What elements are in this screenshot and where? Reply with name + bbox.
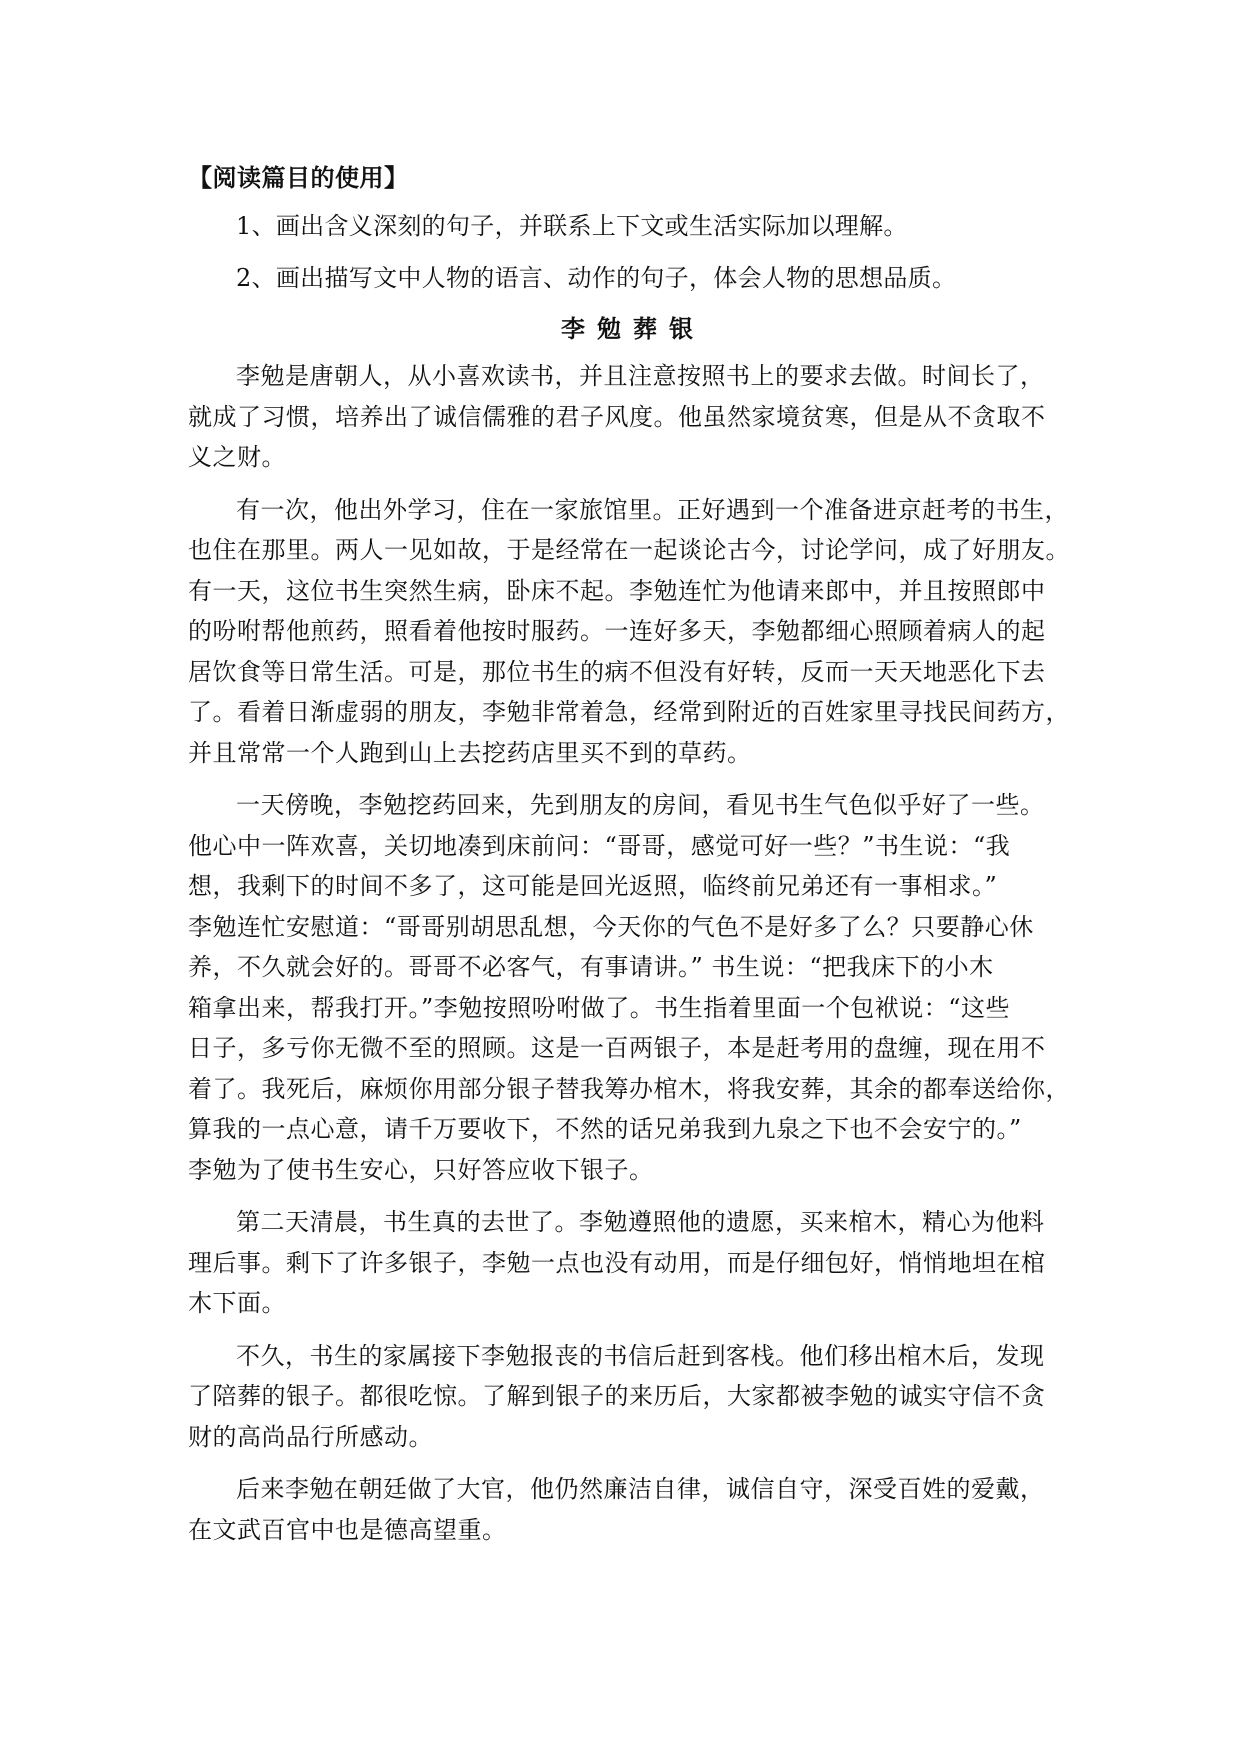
- paragraph-line: 一天傍晚，李勉挖药回来，先到朋友的房间，看见书生气色似乎好了一些。: [236, 791, 1045, 819]
- paragraph-line: 的吩咐帮他煎药，照看着他按时服药。一连好多天，李勉都细心照顾着病人的起: [188, 617, 1046, 645]
- paragraph-line: 后来李勉在朝廷做了大官，他仍然廉洁自律，诚信自守，深受百姓的爱戴，: [236, 1475, 1045, 1503]
- paragraph-line: 在文武百官中也是德高望重。: [188, 1515, 507, 1544]
- story-paragraph: [188, 490, 1078, 774]
- paragraph-line: 财的高尚品行所感动。: [188, 1422, 433, 1451]
- story-title: 李勉葬银: [561, 314, 705, 343]
- paragraph-line: 理后事。剩下了许多银子，李勉一点也没有动用，而是仔细包好，悄悄地坦在棺: [188, 1248, 1046, 1277]
- paragraph-line: 李勉是唐朝人，从小喜欢读书，并且注意按照书上的要求去做。时间长了，: [236, 362, 1045, 390]
- story-paragraph: [188, 1202, 1078, 1324]
- paragraph-line: 了。看着日渐虚弱的朋友，李勉非常着急，经常到附近的百姓家里寻找民间药方，: [188, 698, 1070, 726]
- paragraph-line: 想，我剩下的时间不多了，这可能是回光返照，临终前兄弟还有一事相求。”: [188, 872, 998, 900]
- instruction-item: 2、画出描写文中人物的语言、动作的句子，体会人物的思想品质。: [236, 264, 957, 292]
- paragraph-line: 义之财。: [188, 443, 286, 471]
- paragraph-line: 他心中一阵欢喜，关切地凑到床前问：“哥哥，感觉可好一些？”书生说：“我: [188, 831, 1011, 860]
- paragraph-line: 着了。我死后，麻烦你用部分银子替我筹办棺木，将我安葬，其余的都奉送给你，: [188, 1074, 1070, 1103]
- paragraph-line: 日子，多亏你无微不至的照顾。这是一百两银子，本是赶考用的盘缠，现在用不: [188, 1034, 1046, 1062]
- story-body: [188, 356, 1078, 1550]
- paragraph-line: 了陪葬的银子。都很吃惊。了解到银子的来历后，大家都被李勉的诚实守信不贪: [188, 1382, 1046, 1410]
- paragraph-line: 有一次，他出外学习，住在一家旅馆里。正好遇到一个准备进京赶考的书生，: [236, 495, 1069, 524]
- story-paragraph: [188, 1469, 1078, 1550]
- paragraph-line: 箱拿出来，帮我打开。”李勉按照吩咐做了。书生指着里面一个包袱说：“这些: [188, 993, 1011, 1022]
- paragraph-line: 有一天，这位书生突然生病，卧床不起。李勉连忙为他请来郎中，并且按照郎中: [188, 576, 1046, 605]
- paragraph-line: 李勉为了使书生安心，只好答应收下银子。: [188, 1155, 654, 1184]
- story-paragraph: [188, 356, 1078, 478]
- paragraph-line: 就成了习惯，培养出了诚信儒雅的君子风度。他虽然家境贫寒，但是从不贪取不: [188, 402, 1046, 431]
- paragraph-line: 并且常常一个人跑到山上去挖药店里买不到的草药。: [188, 738, 752, 767]
- paragraph-line: 居饮食等日常生活。可是，那位书生的病不但没有好转，反而一天天地恶化下去: [188, 657, 1046, 686]
- paragraph-line: 不久，书生的家属接下李勉报丧的书信后赶到客栈。他们移出棺木后，发现: [236, 1341, 1045, 1370]
- story-paragraph: [188, 1336, 1078, 1458]
- instruction-item: 1、画出含义深刻的句子，并联系上下文或生活实际加以理解。: [236, 212, 908, 240]
- paragraph-line: 木下面。: [188, 1289, 286, 1317]
- paragraph-line: 第二天清晨，书生真的去世了。李勉遵照他的遗愿，买来棺木，精心为他料: [236, 1208, 1045, 1236]
- section-heading: 【阅读篇目的使用】: [188, 163, 409, 192]
- paragraph-line: 也住在那里。两人一见如故，于是经常在一起谈论古今，讨论学问，成了好朋友。: [188, 536, 1070, 564]
- paragraph-line: 算我的一点心意，请千万要收下，不然的话兄弟我到九泉之下也不会安宁的。”: [188, 1115, 1022, 1143]
- story-paragraph: [188, 785, 1078, 1190]
- document-content: [188, 158, 1078, 1562]
- paragraph-line: 养，不久就会好的。哥哥不必客气，有事请讲。” 书生说：“把我床下的小木: [188, 953, 994, 981]
- paragraph-line: 李勉连忙安慰道：“哥哥别胡思乱想，今天你的气色不是好多了么？只要静心休: [188, 912, 1034, 941]
